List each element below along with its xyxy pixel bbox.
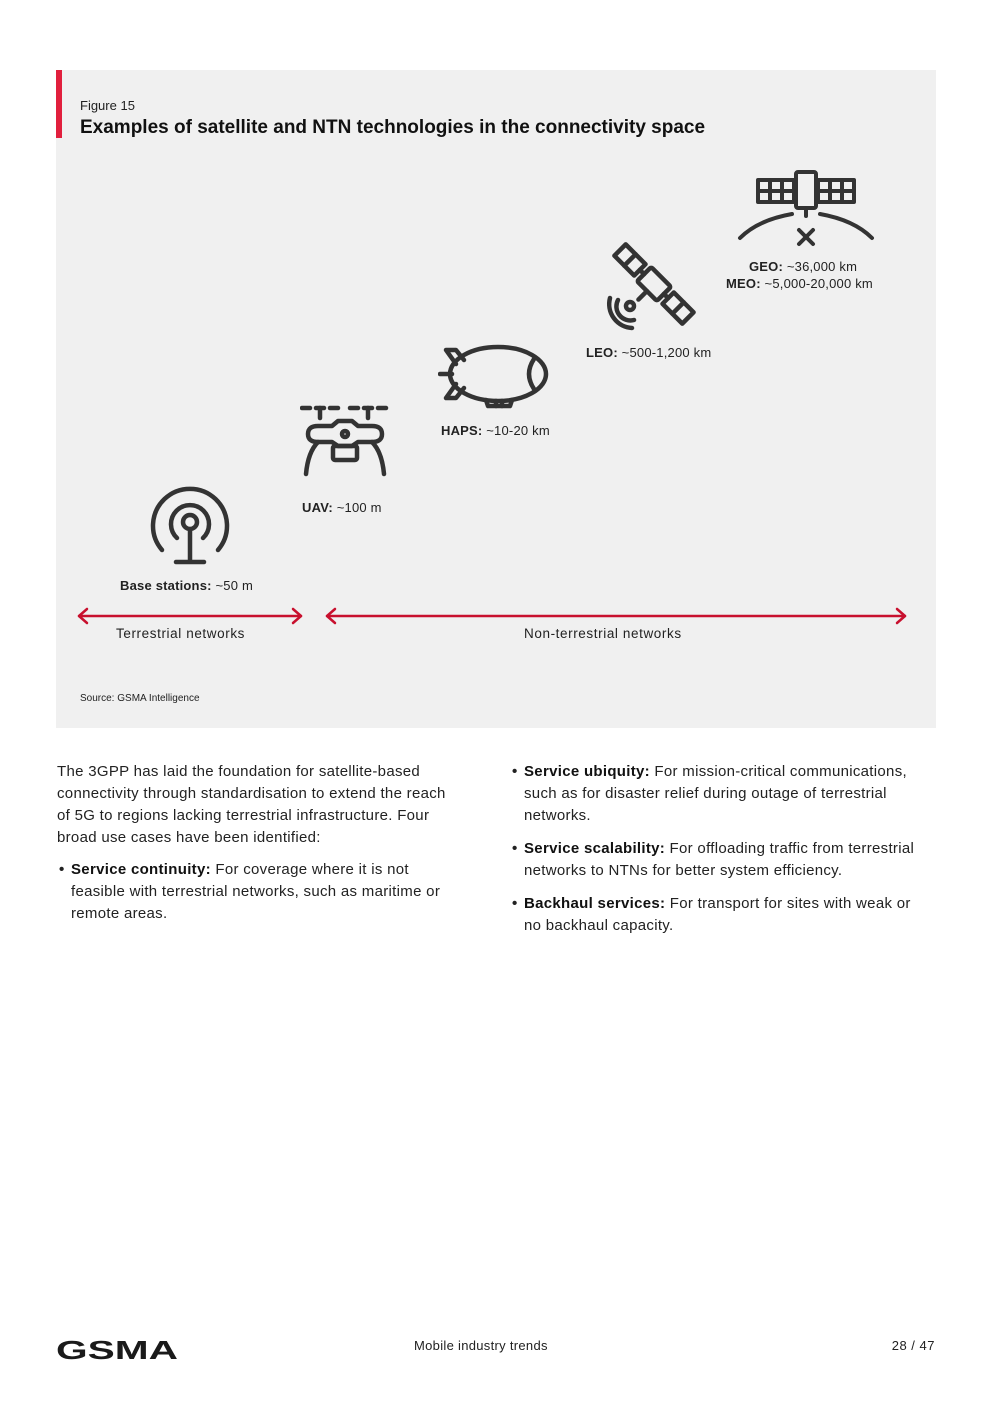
- base-station-label: Base stations: ~50 m: [120, 578, 253, 593]
- leo-label: LEO: ~500-1,200 km: [586, 345, 712, 360]
- page-number: 28 / 47: [891, 1338, 935, 1353]
- list-item: • Backhaul services: For transport for sites with weak or no backhaul capacity.: [512, 895, 911, 934]
- terrestrial-label: Terrestrial networks: [116, 626, 246, 641]
- figure-panel: [56, 70, 936, 728]
- figure-title: Examples of satellite and NTN technologies in the connectivity space: [80, 117, 706, 138]
- footer-title: Mobile industry trends: [414, 1338, 548, 1353]
- intro-paragraph: The 3GPP has laid the foundation for satellite-based connectivity through standardisation to extend the reach of 5G to regions lacking terrestrial infrastructure. Four broad use cases have been identified:: [57, 763, 446, 846]
- list-item: • Service ubiquity: For mission-critical communications, such as for disaster relief during outage of terrestrial networks.: [512, 763, 907, 824]
- bullet-dot: •: [512, 895, 518, 912]
- drone-icon: [300, 404, 390, 480]
- gsma-logo-text: GSMA: [56, 1338, 179, 1362]
- non-terrestrial-label: Non-terrestrial networks: [524, 626, 682, 641]
- figure-source: Source: GSMA Intelligence: [80, 693, 200, 704]
- body-right-column: [510, 761, 920, 948]
- satellite-icon: [604, 234, 706, 334]
- body-left-column: [57, 761, 457, 936]
- bullet-list-right: [510, 761, 920, 937]
- bullet-dot: •: [512, 840, 518, 857]
- bullet-list-left: [57, 859, 457, 925]
- uav-label: UAV: ~100 m: [302, 500, 382, 515]
- figure-accent-bar: [56, 70, 62, 138]
- airship-icon: [438, 344, 550, 410]
- geo-label: GEO: ~36,000 km: [749, 259, 858, 274]
- bullet-dot: •: [59, 861, 65, 878]
- base-station-icon: [144, 480, 236, 566]
- bullet-dot: •: [512, 763, 518, 780]
- list-item: • Service continuity: For coverage where it is not feasible with terrestrial networks, such as maritime or remote areas.: [59, 861, 441, 922]
- geo-satellite-icon: [736, 170, 876, 248]
- gsma-logo: [56, 1338, 180, 1367]
- haps-label: HAPS: ~10-20 km: [441, 423, 550, 438]
- figure-label: Figure 15: [80, 98, 135, 113]
- meo-label: MEO: ~5,000-20,000 km: [726, 276, 873, 291]
- list-item: • Service scalability: For offloading traffic from terrestrial networks to NTNs for better system efficiency.: [512, 840, 915, 879]
